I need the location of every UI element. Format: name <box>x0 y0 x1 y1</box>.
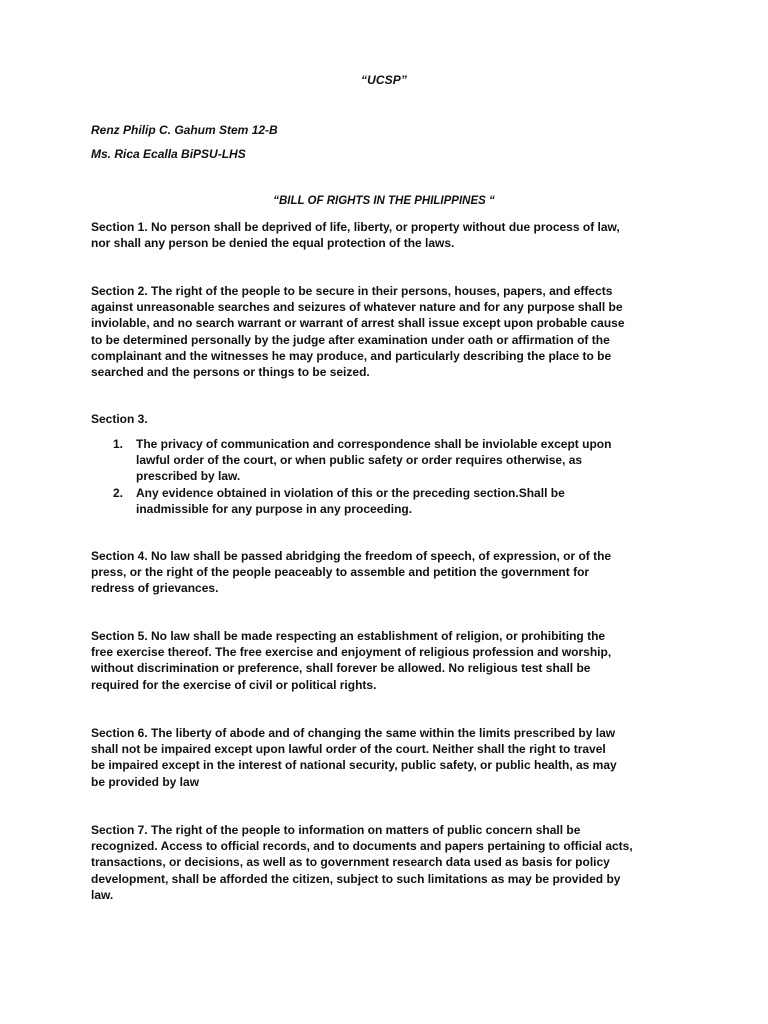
teacher-name: Ms. Rica Ecalla BiPSU-LHS <box>91 147 246 161</box>
section-3-list <box>113 436 693 517</box>
section-4-text: Section 4. No law shall be passed abridging the freedom of speech, of expression, or of the press, or the right of the people peaceably to assemble and petition the government for redress of grievances. <box>91 549 612 596</box>
section-1 <box>91 219 691 251</box>
document-heading: “BILL OF RIGHTS IN THE PHILIPPINES “ <box>273 195 495 207</box>
author-name: Renz Philip C. Gahum Stem 12-B <box>91 123 278 137</box>
section-3 <box>91 411 691 427</box>
section-6 <box>91 725 691 790</box>
list-item <box>113 436 693 485</box>
section-2-text: Section 2. The right of the people to be secure in their persons, houses, papers, and effects against unreasonable searches and seizures of whatever nature and for any purpose shall be inviolable, and no search warrant or warrant of arrest shall issue except upon probable cause to be determined personally by the judge after examination under oath or affirmation of the complainant and the witnesses he may produce, and particularly describing the place to be searched and the persons or things to be seized. <box>91 284 625 380</box>
section-7-text: Section 7. The right of the people to information on matters of public concern shall be recognized. Access to official records, and to documents and papers pertaining to official acts, transactions, or decisions, as well as to government research data used as basis for policy development, shall be afforded the citizen, subject to such limitations as may be provided by law. <box>91 823 633 902</box>
section-3-text: Section 3. <box>91 412 148 426</box>
list-item-number: 1. <box>113 437 124 451</box>
list-item-number: 2. <box>113 485 124 500</box>
section-6-text: Section 6. The liberty of abode and of changing the same within the limits prescribed by law shall not be impaired except upon lawful order of the court. Neither shall the right to travel be impaired except in the interest of national security, public safety, or public health, as may be provided by law <box>91 726 617 789</box>
section-5 <box>91 628 691 693</box>
list-item-text: Any evidence obtained in violation of this or the preceding section.Shall be inadmissible for any purpose in any proceeding. <box>136 485 565 516</box>
section-1-text: Section 1. No person shall be deprived of life, liberty, or property without due process of law, nor shall any person be denied the equal protection of the laws. <box>91 220 620 251</box>
section-5-text: Section 5. No law shall be made respecting an establishment of religion, or prohibiting the free exercise thereof. The free exercise and enjoyment of religious profession and worship, without discrimination or preference, shall forever be allowed. No religious test shall be required for the exercise of civil or political rights. <box>91 629 612 692</box>
list-item <box>113 485 693 517</box>
document-title: “UCSP” <box>361 73 407 87</box>
section-7 <box>91 822 691 903</box>
list-item-text: The privacy of communication and correspondence shall be inviolable except upon lawful order of the court, or when public safety or order requires otherwise, as prescribed by law. <box>136 437 612 484</box>
section-2 <box>91 283 691 380</box>
section-4 <box>91 548 691 597</box>
